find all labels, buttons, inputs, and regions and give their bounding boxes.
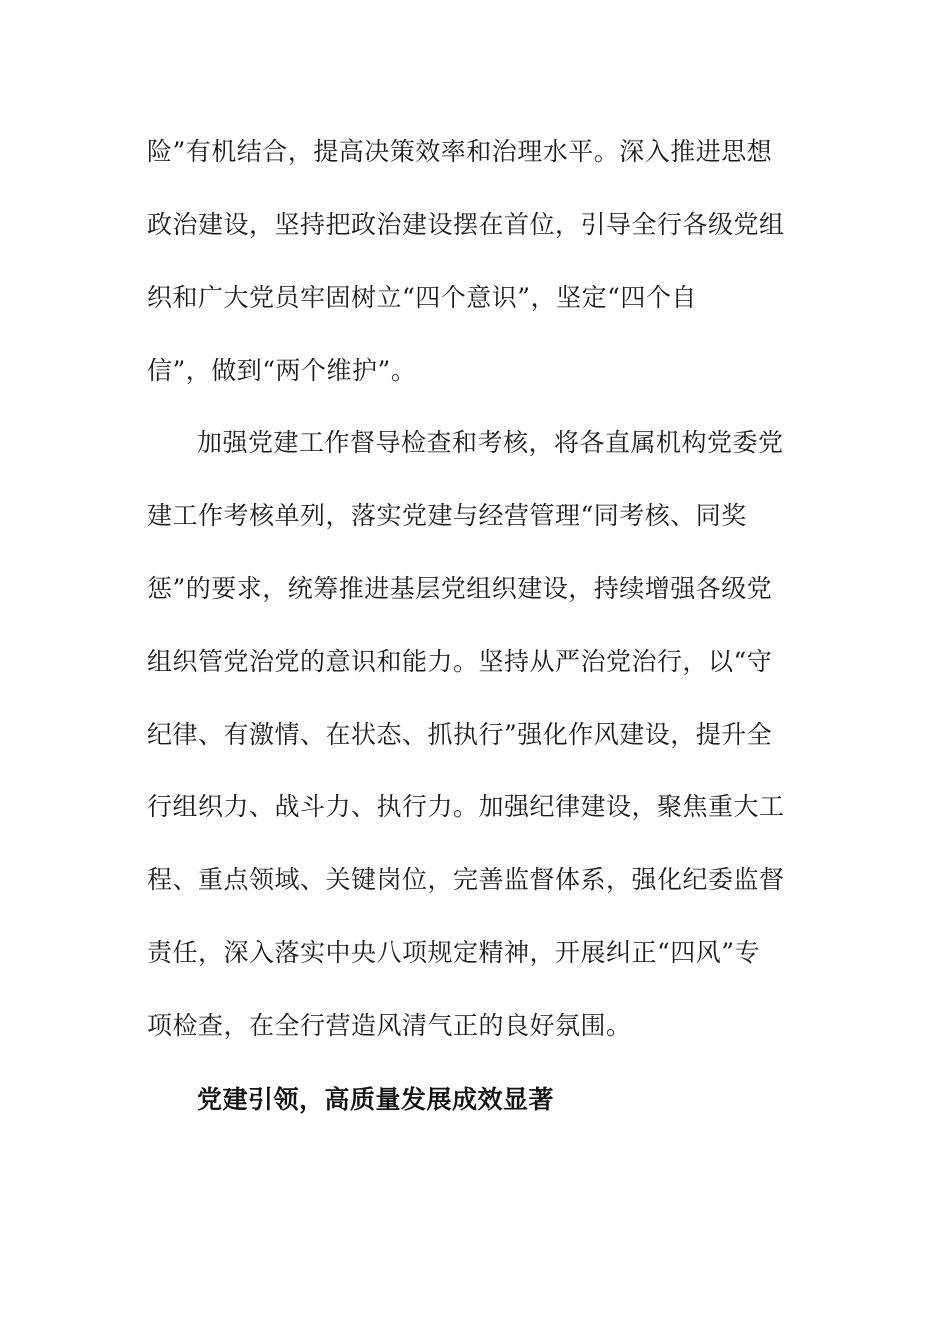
text-line: 纪律、有激情、在状态、抓执行”强化作风建设，提升全 <box>147 720 773 749</box>
text-line: 项检查，在全行营造风清气正的良好氛围。 <box>147 1011 632 1040</box>
text-line: 建工作考核单列，落实党建与经营管理“同考核、同奖 <box>147 501 747 530</box>
paragraph-first-line: 加强党建工作督导检查和考核，将各直属机构党委党 <box>197 428 784 457</box>
text-line: 险”有机结合，提高决策效率和治理水平。深入推进思想 <box>147 137 773 166</box>
text-line: 责任，深入落实中央八项规定精神，开展纠正“四风”专 <box>147 938 761 967</box>
section-heading: 党建引领，高质量发展成效显著 <box>197 1085 555 1114</box>
text-line: 程、重点领域、关键岗位，完善监督体系，强化纪委监督 <box>147 865 785 894</box>
text-line: 信”，做到“两个维护”。 <box>147 356 417 385</box>
text-line: 惩”的要求，统筹推进基层党组织建设，持续增强各级党 <box>147 574 773 603</box>
text-line: 织和广大党员牢固树立“四个意识”，坚定“四个自 <box>147 283 697 312</box>
text-line: 行组织力、战斗力、执行力。加强纪律建设，聚焦重大工 <box>147 792 785 821</box>
text-line: 组织管党治党的意识和能力。坚持从严治党治行，以“守 <box>147 647 773 676</box>
text-line: 政治建设，坚持把政治建设摆在首位，引导全行各级党组 <box>147 210 785 239</box>
